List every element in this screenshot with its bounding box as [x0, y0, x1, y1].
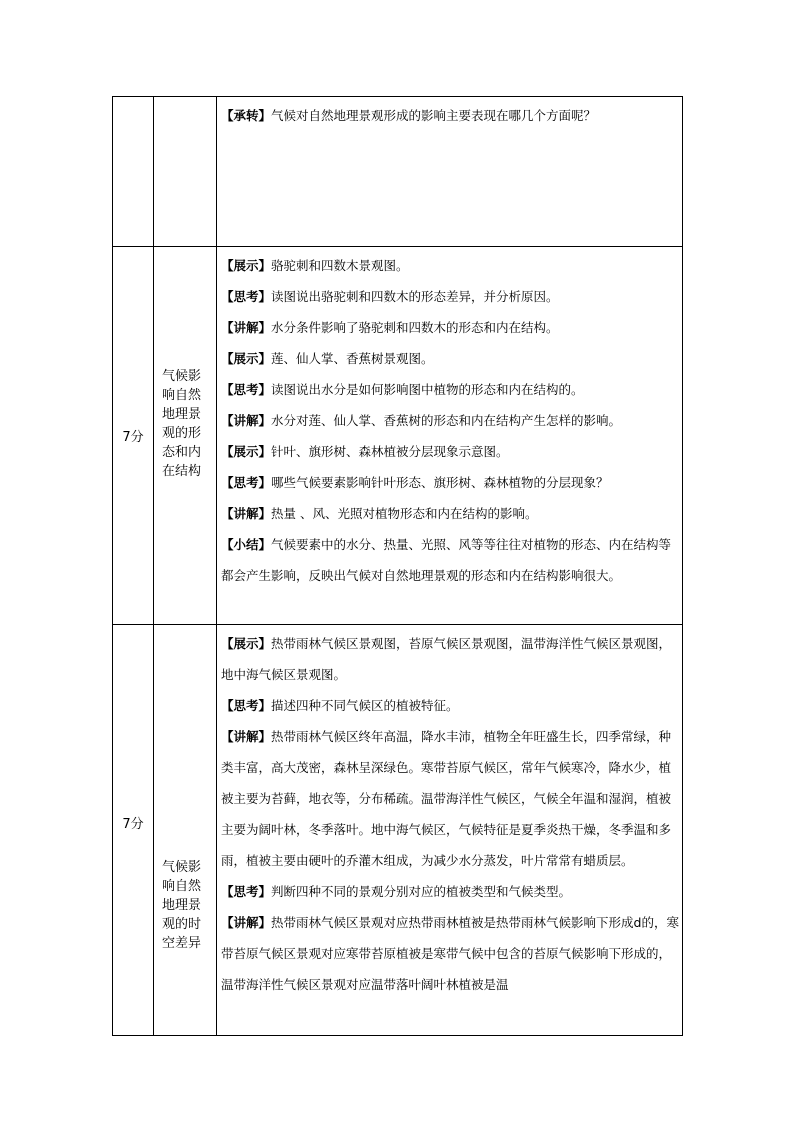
content-line — [221, 250, 679, 281]
content-line — [221, 690, 679, 721]
section-tag: 【思考】 — [221, 698, 272, 713]
section-tag: 【承转】 — [221, 108, 272, 123]
content-line — [221, 436, 679, 467]
table-row — [113, 625, 683, 1036]
content-line — [221, 312, 679, 343]
line-text: 水分对莲、仙人掌、香蕉树的形态和内在结构产生怎样的影响。 — [271, 413, 622, 428]
section-tag: 【讲解】 — [221, 320, 272, 335]
table-row — [113, 247, 683, 625]
content-line — [221, 628, 679, 690]
time-label: 7分 — [122, 430, 144, 445]
lesson-plan-table — [112, 96, 683, 1036]
section-tag: 【思考】 — [221, 382, 272, 397]
topic-label: 气候影响自然地理景观的形态和内在结构 — [162, 369, 202, 479]
section-tag: 【讲解】 — [221, 729, 272, 744]
line-text: 热带雨林气候区景观对应热带雨林植被是热带雨林气候影响下形成d的，寒带苔原气候区景观对应寒带苔原植被是寒带气候中包含的苔原气候影响下形成的，温带海洋性气候区景观对应温带落叶阔叶林植被是温 — [221, 915, 679, 992]
line-text: 热量 、风、光照对植物形态和内在结构的影响。 — [271, 506, 538, 521]
content-line — [221, 498, 679, 529]
content-cell — [217, 247, 683, 625]
section-tag: 【思考】 — [221, 475, 272, 490]
section-tag: 【思考】 — [221, 884, 272, 899]
line-text: 描述四种不同气候区的植被特征。 — [271, 698, 459, 713]
content-line — [221, 529, 679, 591]
content-line — [221, 281, 679, 312]
content-line — [221, 467, 679, 498]
content-line — [221, 343, 679, 374]
section-tag: 【展示】 — [221, 351, 272, 366]
line-text: 针叶、旗形树、森林植被分层现象示意图。 — [271, 444, 509, 459]
section-tag: 【小结】 — [221, 537, 272, 552]
line-text: 水分条件影响了骆驼刺和四数木的形态和内在结构。 — [271, 320, 559, 335]
topic-cell — [154, 625, 217, 1036]
table-row — [113, 97, 683, 247]
section-tag: 【展示】 — [221, 444, 272, 459]
content-cell — [217, 97, 683, 247]
content-line — [221, 721, 679, 876]
line-text: 气候对自然地理景观形成的影响主要表现在哪几个方面呢？ — [271, 108, 597, 123]
line-text: 读图说出骆驼刺和四数木的形态差异，并分析原因。 — [271, 289, 559, 304]
topic-cell — [154, 247, 217, 625]
line-text: 热带雨林气候区终年高温，降水丰沛，植物全年旺盛生长，四季常绿，种类丰富，高大茂密，森林呈深绿色。寒带苔原气候区，常年气候寒冷，降水少，植被主要为苔藓，地衣等，分布稀疏。温带海洋性气候区，气候全年温和湿润，植被主要为阔叶林，冬季落叶。地中海气候区，气候特征是夏季炎热干燥，冬季温和多雨，植被主要由硬叶的乔灌木组成，为减少水分蒸发，叶片常常有蜡质层。 — [221, 729, 672, 868]
line-text: 判断四种不同的景观分别对应的植被类型和气候类型。 — [271, 884, 572, 899]
time-cell — [113, 247, 154, 625]
content-line — [221, 100, 679, 131]
time-label: 7分 — [122, 817, 144, 832]
line-text: 莲、仙人掌、香蕉树景观图。 — [271, 351, 434, 366]
section-tag: 【展示】 — [221, 258, 272, 273]
line-text: 读图说出水分是如何影响图中植物的形态和内在结构的。 — [271, 382, 584, 397]
line-text: 骆驼刺和四数木景观图。 — [271, 258, 409, 273]
line-text: 哪些气候要素影响针叶形态、旗形树、森林植物的分层现象？ — [271, 475, 609, 490]
content-line — [221, 907, 679, 1000]
section-tag: 【讲解】 — [221, 506, 272, 521]
topic-label: 气候影响自然地理景观的时空差异 — [162, 860, 202, 951]
line-text: 气候要素中的水分、热量、光照、风等等往往对植物的形态、内在结构等都会产生影响，反映出气候对自然地理景观的形态和内在结构影响很大。 — [221, 537, 672, 583]
content-line — [221, 374, 679, 405]
line-text: 热带雨林气候区景观图，苔原气候区景观图，温带海洋性气候区景观图，地中海气候区景观图。 — [221, 636, 672, 682]
section-tag: 【展示】 — [221, 636, 272, 651]
section-tag: 【讲解】 — [221, 413, 272, 428]
content-cell — [217, 625, 683, 1036]
content-line — [221, 405, 679, 436]
section-tag: 【讲解】 — [221, 915, 272, 930]
content-line — [221, 876, 679, 907]
section-tag: 【思考】 — [221, 289, 272, 304]
time-cell — [113, 625, 154, 1036]
time-cell — [113, 97, 154, 247]
topic-cell — [154, 97, 217, 247]
